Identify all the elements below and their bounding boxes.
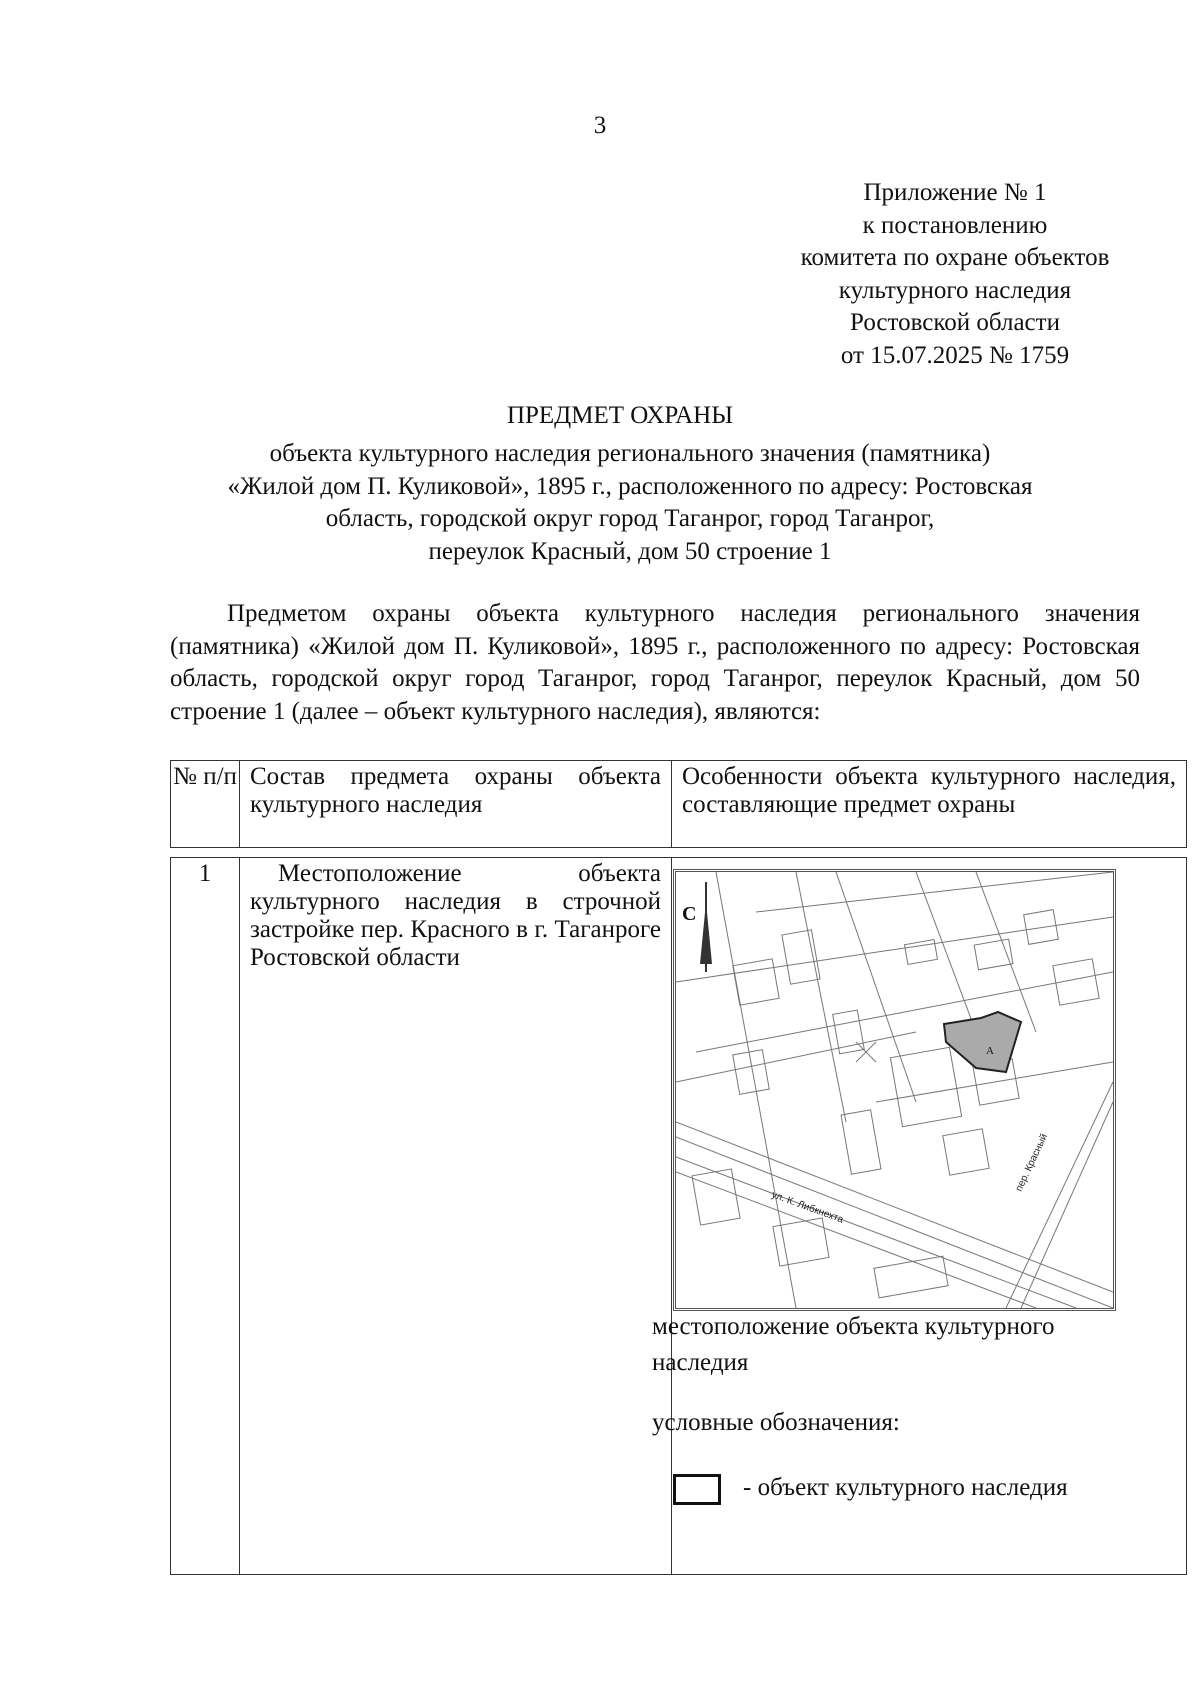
appendix-line: от 15.07.2025 № 1759 xyxy=(840,341,1070,369)
subtitle-line: область, городской округ город Таганрог, город Таганрог, xyxy=(325,505,935,532)
legend-swatch xyxy=(673,1474,721,1505)
subtitle-line: переулок Красный, дом 50 строение 1 xyxy=(428,537,832,565)
legend-title: условные обозначения: xyxy=(652,1409,900,1436)
cadastral-map-svg xyxy=(676,872,1113,1308)
document-title: ПРЕДМЕТ ОХРАНЫ xyxy=(506,402,734,429)
appendix-line: комитета по охране объектов xyxy=(800,244,1110,271)
header-number: № п/п xyxy=(171,761,240,848)
table-header xyxy=(170,760,1187,848)
appendix-line: Приложение № 1 xyxy=(863,179,1047,206)
map-caption: местоположение объекта культурного наследия xyxy=(652,1313,1055,1376)
row-number: 1 xyxy=(171,858,240,1575)
intro-paragraph: Предметом охраны объекта культурного наследия регионального значения (памятника) «Жилой дом П. Куликовой», 1895 г., расположенного по адресу: Ростовская область, городской округ город Таганрог, город Таганрог, переулок Красный, дом 50 строение 1 (далее – объект культурного наследия), являются: xyxy=(170,600,1140,725)
table-header-row xyxy=(171,761,1187,848)
appendix-block xyxy=(740,177,1170,372)
object-label: А xyxy=(986,1045,994,1057)
document-subtitle xyxy=(180,438,1080,568)
row-composition: Местоположение объекта культурного наследия в строчной застройке пер. Красного в г. Таганроге Ростовской области xyxy=(240,858,672,1575)
legend-item-label: - объект культурного наследия xyxy=(743,1474,1068,1501)
header-composition: Состав предмета охраны объекта культурного наследия xyxy=(240,761,672,848)
appendix-line: Ростовской области xyxy=(850,309,1060,336)
location-map xyxy=(673,869,1116,1311)
street-label: пер. Красный xyxy=(1013,1132,1051,1194)
page-number: 3 xyxy=(593,112,607,139)
subtitle-line: «Жилой дом П. Куликовой», 1895 г., расположенного по адресу: Ростовская xyxy=(227,472,1033,500)
north-label: С xyxy=(682,903,697,925)
appendix-line: к постановлению xyxy=(862,211,1048,239)
subtitle-line: объекта культурного наследия регионального значения (памятника) xyxy=(269,440,991,467)
appendix-line: культурного наследия xyxy=(838,276,1072,304)
header-features: Особенности объекта культурного наследия, составляющие предмет охраны xyxy=(672,761,1187,848)
street-label: ул. К. Либкнехта xyxy=(769,1189,845,1226)
